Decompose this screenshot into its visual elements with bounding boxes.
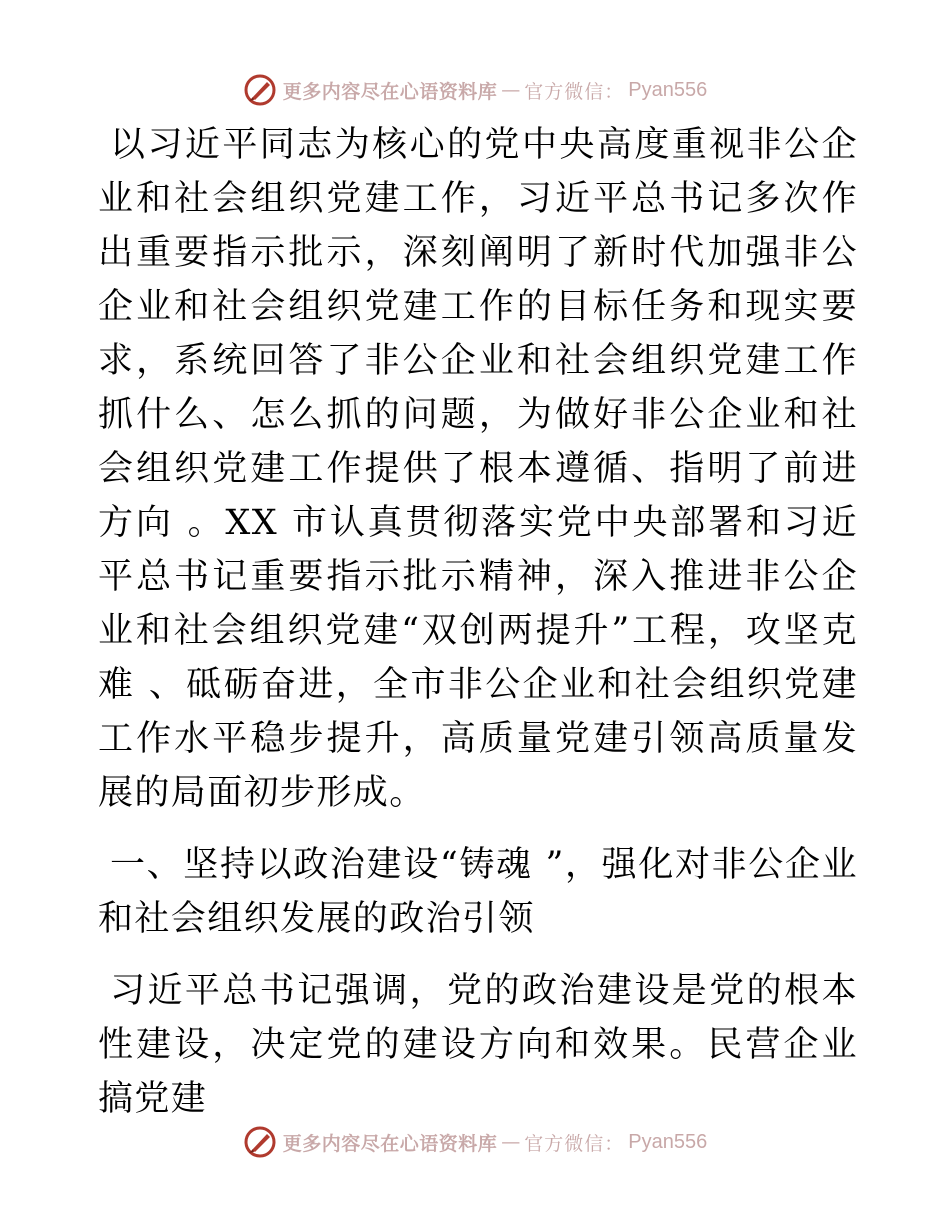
header-wechat-label: 官方微信： bbox=[524, 80, 625, 103]
intro-paragraph: 以习近平同志为核心的党中央高度重视非公企业和社会组织党建工作，习近平总书记多次作出重要指示批示，深刻阐明了新时代加强非公企业和社会组织党建工作的目标任务和现实要求，系统回答了非公企业和社会组织党建工作抓什么、怎么抓的问题，为做好非公企业和社会组织党建工作提供了根本遵循、指明了前进方向 。XX 市认真贯彻落实党中央部署和习近平总书记重要指示批示精神，深入推进非公企业和社会组织党建“双创两提升”工程，攻坚克难 、砥砺奋进，全市非公企业和社会组织党建工作水平稳步提升，高质量党建引领高质量发展的局面初步形成。 bbox=[98, 125, 858, 813]
footer-promo-text: 更多内容尽在心语资料库 bbox=[282, 1132, 498, 1155]
pen-circle-logo-icon bbox=[243, 1125, 277, 1159]
footer-banner bbox=[0, 1122, 950, 1162]
header-wechat-handle: Pyan556 bbox=[628, 78, 708, 101]
footer-separator: — bbox=[501, 1131, 521, 1153]
section-paragraph: 习近平总书记强调，党的政治建设是党的根本性建设，决定党的建设方向和效果。民营企业搞党建 bbox=[98, 971, 858, 1119]
header-separator: — bbox=[501, 79, 521, 101]
header-banner bbox=[0, 70, 950, 110]
footer-wechat-label: 官方微信： bbox=[524, 1132, 625, 1155]
document-body bbox=[98, 118, 858, 1126]
pen-circle-logo-icon bbox=[243, 73, 277, 107]
footer-wechat-handle: Pyan556 bbox=[628, 1130, 708, 1153]
section-heading: 一、坚持以政治建设“铸魂 ”，强化对非公企业和社会组织发展的政治引领 bbox=[98, 845, 858, 939]
header-promo-text: 更多内容尽在心语资料库 bbox=[282, 80, 498, 103]
